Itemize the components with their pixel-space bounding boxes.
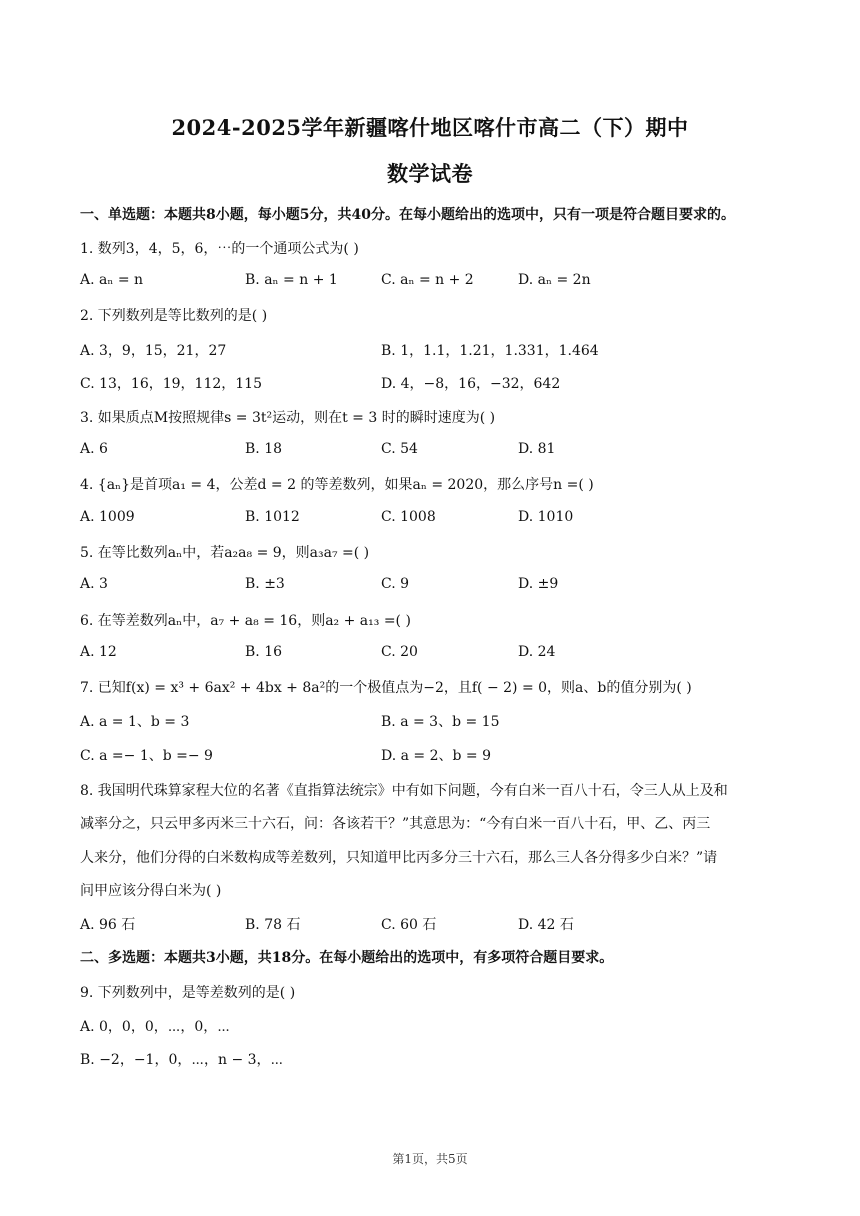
q5-option-a: A. 3 [80,576,108,592]
q9-option-b: B. −2，−1，0，⋯，n − 3，⋯ [80,1052,284,1068]
question-7: 7. 已知f(x) = x³ + 6ax² + 4bx + 8a²的一个极值点为−2，且f( − 2) = 0，则a、b的值分别为( ) [80,680,692,696]
q7-option-a: A. a = 1、b = 3 [80,714,190,730]
q1-option-a: A. aₙ = n [80,272,144,288]
q5-option-d: D. ±9 [518,576,559,592]
q2-option-d: D. 4，−8，16，−32，642 [381,376,561,392]
q4-option-a: A. 1009 [80,509,135,525]
question-1: 1. 数列3，4，5，6，⋯的一个通项公式为( ) [80,241,359,257]
page-footer: 第1页，共5页 [392,1152,468,1166]
q5-option-c: C. 9 [381,576,410,592]
q1-option-c: C. aₙ = n + 2 [381,272,474,288]
q6-option-a: A. 12 [80,644,117,660]
q7-option-b: B. a = 3、b = 15 [381,714,500,730]
q4-option-c: C. 1008 [381,509,436,525]
question-8-line-4: 问甲应该分得白米为( ) [80,883,222,899]
q7-option-d: D. a = 2、b = 9 [381,748,492,764]
q4-option-b: B. 1012 [245,509,300,525]
question-8-line-3: 人来分，他们分得的白米数构成等差数列，只知道甲比丙多分三十六石，那么三人各分得多少白米？”请 [80,850,718,866]
question-6: 6. 在等差数列aₙ中，a₇ + a₈ = 16，则a₂ + a₁₃ =( ) [80,613,411,629]
q8-option-c: C. 60 石 [381,917,437,933]
q6-option-b: B. 16 [245,644,283,660]
q1-option-b: B. aₙ = n + 1 [245,272,338,288]
exam-title: 2024-2025学年新疆喀什地区喀什市高二（下）期中 [171,115,689,140]
question-8-line-1: 8. 我国明代珠算家程大位的名著《直指算法统宗》中有如下问题，今有白米一百八十石，令三人从上及和 [80,783,728,799]
q2-option-a: A. 3，9，15，21，27 [80,343,227,359]
q2-option-b: B. 1，1.1，1.21，1.331，1.464 [381,343,599,359]
q8-option-b: B. 78 石 [245,917,301,933]
q7-option-c: C. a =− 1、b =− 9 [80,748,213,764]
question-9: 9. 下列数列中，是等差数列的是( ) [80,985,296,1001]
q1-option-d: D. aₙ = 2n [518,272,591,288]
question-2: 2. 下列数列是等比数列的是( ) [80,308,268,324]
q8-option-a: A. 96 石 [80,917,136,933]
question-3: 3. 如果质点M按照规律s = 3t²运动，则在t = 3 时的瞬时速度为( ) [80,410,496,426]
q8-option-d: D. 42 石 [518,917,574,933]
q5-option-b: B. ±3 [245,576,285,592]
section-multiple-choice: 二、多选题：本题共3小题，共18分。在每小题给出的选项中，有多项符合题目要求。 [80,950,614,966]
q3-option-a: A. 6 [80,441,108,457]
q6-option-d: D. 24 [518,644,556,660]
q4-option-d: D. 1010 [518,509,574,525]
question-8-line-2: 减率分之，只云甲多丙米三十六石，问：各该若干？”其意思为：“今有白米一百八十石，甲、乙、丙三 [80,816,711,832]
exam-subtitle: 数学试卷 [387,161,473,186]
q2-option-c: C. 13，16，19，112，115 [80,376,262,392]
q6-option-c: C. 20 [381,644,418,660]
question-5: 5. 在等比数列aₙ中，若a₂a₈ = 9，则a₃a₇ =( ) [80,545,370,561]
q3-option-d: D. 81 [518,441,556,457]
question-4: 4. {aₙ}是首项a₁ = 4，公差d = 2 的等差数列，如果aₙ = 2020，那么序号n =( ) [80,477,594,493]
section-single-choice: 一、单选题：本题共8小题，每小题5分，共40分。在每小题给出的选项中，只有一项是符合题目要求的。 [80,207,735,223]
q3-option-c: C. 54 [381,441,418,457]
q9-option-a: A. 0，0，0，⋯，0，⋯ [80,1019,230,1035]
q3-option-b: B. 18 [245,441,283,457]
